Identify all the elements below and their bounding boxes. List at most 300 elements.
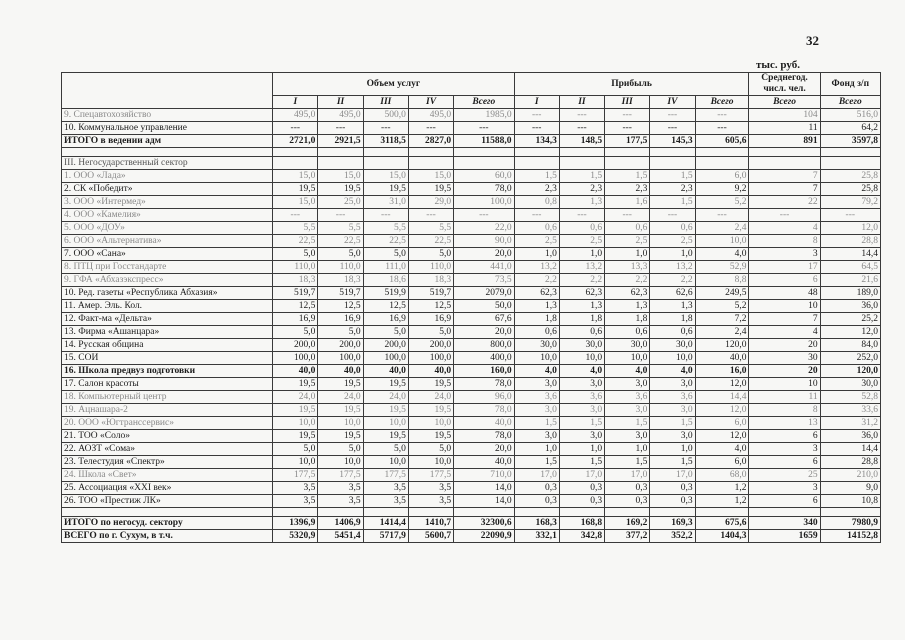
profit-header: Прибыль xyxy=(514,73,749,96)
table-row xyxy=(62,365,881,378)
cell-value: 31,0 xyxy=(363,196,408,209)
cell-value: 15,0 xyxy=(273,196,318,209)
quarter-header: III xyxy=(363,96,408,109)
cell-value: 19,5 xyxy=(363,183,408,196)
quarter-header: IV xyxy=(650,96,695,109)
cell-value: 441,0 xyxy=(454,261,514,274)
cell-value: --- xyxy=(695,122,749,135)
row-name: 17. Салон красоты xyxy=(62,378,273,391)
table-row xyxy=(62,170,881,183)
cell-value: 15,0 xyxy=(273,170,318,183)
cell-value: 377,2 xyxy=(605,530,650,543)
cell-value: 2,3 xyxy=(514,183,559,196)
cell-value xyxy=(408,508,453,517)
cell-value: 19,5 xyxy=(273,378,318,391)
cell-value xyxy=(820,157,880,170)
cell-value: 3,0 xyxy=(605,378,650,391)
cell-value: 4,0 xyxy=(559,365,604,378)
cell-value: 6,0 xyxy=(695,456,749,469)
cell-value: 25,2 xyxy=(820,313,880,326)
cell-value: 2,4 xyxy=(695,326,749,339)
cell-value: 78,0 xyxy=(454,378,514,391)
cell-value: 30,0 xyxy=(514,339,559,352)
cell-value: 13,2 xyxy=(650,261,695,274)
cell-value: --- xyxy=(695,209,749,222)
cell-value: 1,0 xyxy=(559,443,604,456)
cell-value: 605,6 xyxy=(695,135,749,148)
cell-value: 10,0 xyxy=(363,417,408,430)
cell-value: 1,5 xyxy=(514,417,559,430)
cell-value: 15,0 xyxy=(408,170,453,183)
cell-value: 4,0 xyxy=(695,248,749,261)
cell-value xyxy=(454,148,514,157)
cell-value xyxy=(273,148,318,157)
cell-value: --- xyxy=(559,122,604,135)
cell-value: 10,0 xyxy=(514,352,559,365)
row-name xyxy=(62,148,273,157)
cell-value: 10,0 xyxy=(408,417,453,430)
cell-value: 5,0 xyxy=(318,443,363,456)
cell-value: 519,9 xyxy=(363,287,408,300)
cell-value: 3,5 xyxy=(318,495,363,508)
cell-value: --- xyxy=(454,209,514,222)
cell-value: 14,0 xyxy=(454,482,514,495)
cell-value: 18,6 xyxy=(363,274,408,287)
cell-value: 29,0 xyxy=(408,196,453,209)
row-name: III. Негосударственный сектор xyxy=(62,157,273,170)
table-row xyxy=(62,183,881,196)
cell-value: 22,5 xyxy=(273,235,318,248)
cell-value: 1,0 xyxy=(605,443,650,456)
cell-value: 0,6 xyxy=(650,222,695,235)
cell-value: 31,2 xyxy=(820,417,880,430)
cell-value: 6 xyxy=(749,274,820,287)
cell-value xyxy=(408,148,453,157)
cell-value: --- xyxy=(650,109,695,122)
cell-value xyxy=(749,157,820,170)
cell-value: 14,4 xyxy=(820,248,880,261)
cell-value: --- xyxy=(514,109,559,122)
cell-value: 169,2 xyxy=(605,517,650,530)
row-name: 10. Ред. газеты «Республика Абхазия» xyxy=(62,287,273,300)
cell-value: 5,5 xyxy=(408,222,453,235)
cell-value: 1,8 xyxy=(559,313,604,326)
cell-value: 10,0 xyxy=(695,235,749,248)
cell-value: 5,2 xyxy=(695,300,749,313)
cell-value: 5,2 xyxy=(695,196,749,209)
cell-value: 22,5 xyxy=(363,235,408,248)
units-label: тыс. руб. xyxy=(756,59,800,71)
cell-value: 1,0 xyxy=(514,443,559,456)
cell-value: 9,0 xyxy=(820,482,880,495)
cell-value: 5,0 xyxy=(318,248,363,261)
cell-value xyxy=(695,508,749,517)
cell-value: 1,5 xyxy=(514,170,559,183)
cell-value: 6 xyxy=(749,495,820,508)
quarter-header: II xyxy=(318,96,363,109)
cell-value: --- xyxy=(273,209,318,222)
cell-value: 134,3 xyxy=(514,135,559,148)
cell-value xyxy=(273,157,318,170)
cell-value: 19,5 xyxy=(408,378,453,391)
table-row xyxy=(62,209,881,222)
cell-value: 168,3 xyxy=(514,517,559,530)
table-row xyxy=(62,456,881,469)
row-name: 21. ТОО «Соло» xyxy=(62,430,273,443)
cell-value: 519,7 xyxy=(318,287,363,300)
cell-value: 100,0 xyxy=(318,352,363,365)
cell-value: --- xyxy=(318,209,363,222)
cell-value xyxy=(650,508,695,517)
avg-staff-header: Среднегод. числ. чел. xyxy=(749,73,820,96)
cell-value: 62,6 xyxy=(650,287,695,300)
cell-value: 20 xyxy=(749,339,820,352)
table-row xyxy=(62,122,881,135)
cell-value: 19,5 xyxy=(318,404,363,417)
table-row xyxy=(62,508,881,517)
cell-value: 3,5 xyxy=(273,482,318,495)
cell-value: 67,6 xyxy=(454,313,514,326)
table-row xyxy=(62,261,881,274)
cell-value: 1,3 xyxy=(650,300,695,313)
cell-value: 16,9 xyxy=(273,313,318,326)
row-name: 13. Фирма «Ашанцара» xyxy=(62,326,273,339)
cell-value: 332,1 xyxy=(514,530,559,543)
cell-value: 19,5 xyxy=(408,183,453,196)
cell-value: 15,0 xyxy=(363,170,408,183)
cell-value: 40,0 xyxy=(454,456,514,469)
cell-value: 16,0 xyxy=(695,365,749,378)
cell-value: 0,3 xyxy=(605,482,650,495)
cell-value: 1,5 xyxy=(514,456,559,469)
cell-value: 3,0 xyxy=(559,430,604,443)
row-name: 23. Телестудия «Спектр» xyxy=(62,456,273,469)
cell-value: 25,8 xyxy=(820,183,880,196)
cell-value: 3,5 xyxy=(273,495,318,508)
cell-value: 2,5 xyxy=(559,235,604,248)
cell-value: 495,0 xyxy=(408,109,453,122)
row-name: 26. ТОО «Престиж ЛК» xyxy=(62,495,273,508)
cell-value: 500,0 xyxy=(363,109,408,122)
table-row xyxy=(62,443,881,456)
cell-value: 6,0 xyxy=(695,170,749,183)
cell-value: 1,3 xyxy=(559,196,604,209)
cell-value: 0,3 xyxy=(559,482,604,495)
row-name: 7. ООО «Сана» xyxy=(62,248,273,261)
cell-value: 78,0 xyxy=(454,404,514,417)
cell-value: 710,0 xyxy=(454,469,514,482)
cell-value: 40,0 xyxy=(408,365,453,378)
cell-value: 177,5 xyxy=(318,469,363,482)
cell-value xyxy=(408,157,453,170)
table-row xyxy=(62,222,881,235)
cell-value: 1,5 xyxy=(605,456,650,469)
cell-value xyxy=(454,157,514,170)
cell-value: 17,0 xyxy=(650,469,695,482)
cell-value: 17 xyxy=(749,261,820,274)
cell-value: --- xyxy=(650,209,695,222)
cell-value: 800,0 xyxy=(454,339,514,352)
table-row xyxy=(62,196,881,209)
cell-value: 30,0 xyxy=(820,378,880,391)
cell-value: --- xyxy=(514,122,559,135)
cell-value: 4,0 xyxy=(650,365,695,378)
cell-value: 22,5 xyxy=(318,235,363,248)
cell-value: 60,0 xyxy=(454,170,514,183)
cell-value: --- xyxy=(559,109,604,122)
cell-value: 10,0 xyxy=(605,352,650,365)
cell-value: 7 xyxy=(749,170,820,183)
cell-value: 2,3 xyxy=(650,183,695,196)
cell-value: 2,5 xyxy=(605,235,650,248)
cell-value: 495,0 xyxy=(273,109,318,122)
cell-value: 2,3 xyxy=(559,183,604,196)
cell-value: 48 xyxy=(749,287,820,300)
cell-value xyxy=(820,148,880,157)
table-row xyxy=(62,109,881,122)
cell-value: 14,4 xyxy=(820,443,880,456)
cell-value xyxy=(318,148,363,157)
cell-value: 33,6 xyxy=(820,404,880,417)
row-name: 9. ГФА «Абхазэкспресс» xyxy=(62,274,273,287)
cell-value: 7,2 xyxy=(695,313,749,326)
cell-value: 145,3 xyxy=(650,135,695,148)
table-row xyxy=(62,417,881,430)
row-name xyxy=(62,508,273,517)
cell-value: 11 xyxy=(749,391,820,404)
cell-value: 7980,9 xyxy=(820,517,880,530)
cell-value: 14152,8 xyxy=(820,530,880,543)
cell-value: 342,8 xyxy=(559,530,604,543)
cell-value: 12,5 xyxy=(363,300,408,313)
cell-value: 20,0 xyxy=(454,326,514,339)
name-header xyxy=(62,73,273,109)
cell-value: 6 xyxy=(749,430,820,443)
quarter-header: II xyxy=(559,96,604,109)
cell-value: 68,0 xyxy=(695,469,749,482)
row-name: 19. Ацнашара-2 xyxy=(62,404,273,417)
row-name: 8. ПТЦ при Госстандарте xyxy=(62,261,273,274)
cell-value: 62,3 xyxy=(559,287,604,300)
cell-value: 2,4 xyxy=(695,222,749,235)
cell-value: 3,5 xyxy=(408,495,453,508)
cell-value: 5451,4 xyxy=(318,530,363,543)
cell-value: 189,0 xyxy=(820,287,880,300)
cell-value: 25 xyxy=(749,469,820,482)
table-row xyxy=(62,287,881,300)
cell-value: 3,0 xyxy=(650,404,695,417)
cell-value xyxy=(454,508,514,517)
cell-value: 1,5 xyxy=(605,417,650,430)
cell-value: 1,8 xyxy=(514,313,559,326)
cell-value: --- xyxy=(820,209,880,222)
cell-value: 340 xyxy=(749,517,820,530)
cell-value: 36,0 xyxy=(820,430,880,443)
cell-value: 12,0 xyxy=(695,430,749,443)
cell-value: 20,0 xyxy=(454,443,514,456)
cell-value: 3,5 xyxy=(363,495,408,508)
cell-value: --- xyxy=(605,109,650,122)
cell-value: --- xyxy=(559,209,604,222)
table-row xyxy=(62,530,881,543)
cell-value: 17,0 xyxy=(559,469,604,482)
cell-value xyxy=(605,148,650,157)
cell-value: 1,3 xyxy=(605,300,650,313)
cell-value: 0,3 xyxy=(514,482,559,495)
cell-value xyxy=(820,508,880,517)
cell-value: 100,0 xyxy=(454,196,514,209)
quarter-header: Всего xyxy=(749,96,820,109)
cell-value: 19,5 xyxy=(318,430,363,443)
table-row xyxy=(62,404,881,417)
cell-value xyxy=(363,157,408,170)
cell-value: 120,0 xyxy=(695,339,749,352)
cell-value: 30,0 xyxy=(650,339,695,352)
cell-value: 19,5 xyxy=(318,183,363,196)
cell-value: 5,0 xyxy=(318,326,363,339)
cell-value: 18,3 xyxy=(273,274,318,287)
cell-value: 3 xyxy=(749,443,820,456)
cell-value: 0,6 xyxy=(514,326,559,339)
cell-value: 3,6 xyxy=(514,391,559,404)
cell-value: 5,5 xyxy=(318,222,363,235)
cell-value: 21,6 xyxy=(820,274,880,287)
cell-value: 1414,4 xyxy=(363,517,408,530)
cell-value: 7 xyxy=(749,313,820,326)
cell-value: 5,0 xyxy=(408,443,453,456)
cell-value: 100,0 xyxy=(363,352,408,365)
cell-value: 50,0 xyxy=(454,300,514,313)
cell-value: 10,0 xyxy=(408,456,453,469)
cell-value: 13,2 xyxy=(559,261,604,274)
cell-value: 3,6 xyxy=(650,391,695,404)
cell-value: 516,0 xyxy=(820,109,880,122)
cell-value: 3 xyxy=(749,248,820,261)
cell-value xyxy=(695,157,749,170)
cell-value: 40,0 xyxy=(363,365,408,378)
table-row xyxy=(62,469,881,482)
cell-value: 4,0 xyxy=(695,443,749,456)
cell-value: 32300,6 xyxy=(454,517,514,530)
cell-value: 3,0 xyxy=(514,378,559,391)
cell-value: 3,0 xyxy=(605,430,650,443)
cell-value: 1406,9 xyxy=(318,517,363,530)
cell-value: 104 xyxy=(749,109,820,122)
cell-value: 5,0 xyxy=(363,248,408,261)
cell-value: 90,0 xyxy=(454,235,514,248)
cell-value: 2,2 xyxy=(650,274,695,287)
row-name: 25. Ассоциация «XXI век» xyxy=(62,482,273,495)
quarter-header: I xyxy=(273,96,318,109)
cell-value: 40,0 xyxy=(273,365,318,378)
cell-value: 4 xyxy=(749,326,820,339)
cell-value: 2721,0 xyxy=(273,135,318,148)
cell-value: 1,5 xyxy=(559,417,604,430)
cell-value: 1,8 xyxy=(605,313,650,326)
cell-value: 1,5 xyxy=(650,170,695,183)
table-row xyxy=(62,135,881,148)
cell-value: 30 xyxy=(749,352,820,365)
cell-value: 12,0 xyxy=(695,378,749,391)
cell-value: --- xyxy=(514,209,559,222)
cell-value: 19,5 xyxy=(273,430,318,443)
cell-value: 1,3 xyxy=(559,300,604,313)
cell-value xyxy=(318,157,363,170)
cell-value: 22 xyxy=(749,196,820,209)
cell-value: 10,0 xyxy=(273,417,318,430)
cell-value: 79,2 xyxy=(820,196,880,209)
cell-value: 40,0 xyxy=(318,365,363,378)
cell-value: 52,9 xyxy=(695,261,749,274)
row-name: 18. Компьютерный центр xyxy=(62,391,273,404)
row-name: ВСЕГО по г. Сухум, в т.ч. xyxy=(62,530,273,543)
cell-value: 210,0 xyxy=(820,469,880,482)
cell-value: 9,2 xyxy=(695,183,749,196)
row-name: 24. Школа «Свет» xyxy=(62,469,273,482)
cell-value: 19,5 xyxy=(363,378,408,391)
row-name: 10. Коммунальное управление xyxy=(62,122,273,135)
cell-value: 6 xyxy=(749,456,820,469)
cell-value: --- xyxy=(363,209,408,222)
cell-value: 22090,9 xyxy=(454,530,514,543)
cell-value: 3 xyxy=(749,482,820,495)
cell-value: 5320,9 xyxy=(273,530,318,543)
cell-value: --- xyxy=(605,209,650,222)
quarter-header: I xyxy=(514,96,559,109)
cell-value xyxy=(514,148,559,157)
row-name: 12. Факт-ма «Дельта» xyxy=(62,313,273,326)
cell-value: 110,0 xyxy=(318,261,363,274)
cell-value xyxy=(363,148,408,157)
cell-value: 400,0 xyxy=(454,352,514,365)
cell-value: 0,6 xyxy=(559,222,604,235)
cell-value: 18,3 xyxy=(408,274,453,287)
cell-value: 5,0 xyxy=(363,443,408,456)
cell-value: 3,5 xyxy=(318,482,363,495)
cell-value: 20,0 xyxy=(454,248,514,261)
table-row xyxy=(62,248,881,261)
cell-value: 19,5 xyxy=(408,430,453,443)
cell-value: 13 xyxy=(749,417,820,430)
row-name: 11. Амер. Эль. Кол. xyxy=(62,300,273,313)
cell-value: 10,0 xyxy=(363,456,408,469)
cell-value: 30,0 xyxy=(605,339,650,352)
table-row xyxy=(62,148,881,157)
cell-value xyxy=(318,508,363,517)
cell-value: --- xyxy=(318,122,363,135)
cell-value: --- xyxy=(454,122,514,135)
cell-value: 4,0 xyxy=(514,365,559,378)
cell-value: 0,6 xyxy=(605,326,650,339)
cell-value: 1,5 xyxy=(650,196,695,209)
cell-value: 36,0 xyxy=(820,300,880,313)
row-name: 6. ООО «Альтернатива» xyxy=(62,235,273,248)
cell-value: 2,3 xyxy=(605,183,650,196)
cell-value: 4,0 xyxy=(605,365,650,378)
cell-value: 8 xyxy=(749,404,820,417)
cell-value: 519,7 xyxy=(408,287,453,300)
cell-value: 1410,7 xyxy=(408,517,453,530)
cell-value: 10 xyxy=(749,300,820,313)
cell-value: 177,5 xyxy=(408,469,453,482)
cell-value: 28,8 xyxy=(820,235,880,248)
cell-value: 84,0 xyxy=(820,339,880,352)
quarter-header: Всего xyxy=(820,96,880,109)
cell-value: 10,0 xyxy=(559,352,604,365)
cell-value: --- xyxy=(605,122,650,135)
cell-value xyxy=(749,148,820,157)
cell-value: 3,0 xyxy=(514,430,559,443)
